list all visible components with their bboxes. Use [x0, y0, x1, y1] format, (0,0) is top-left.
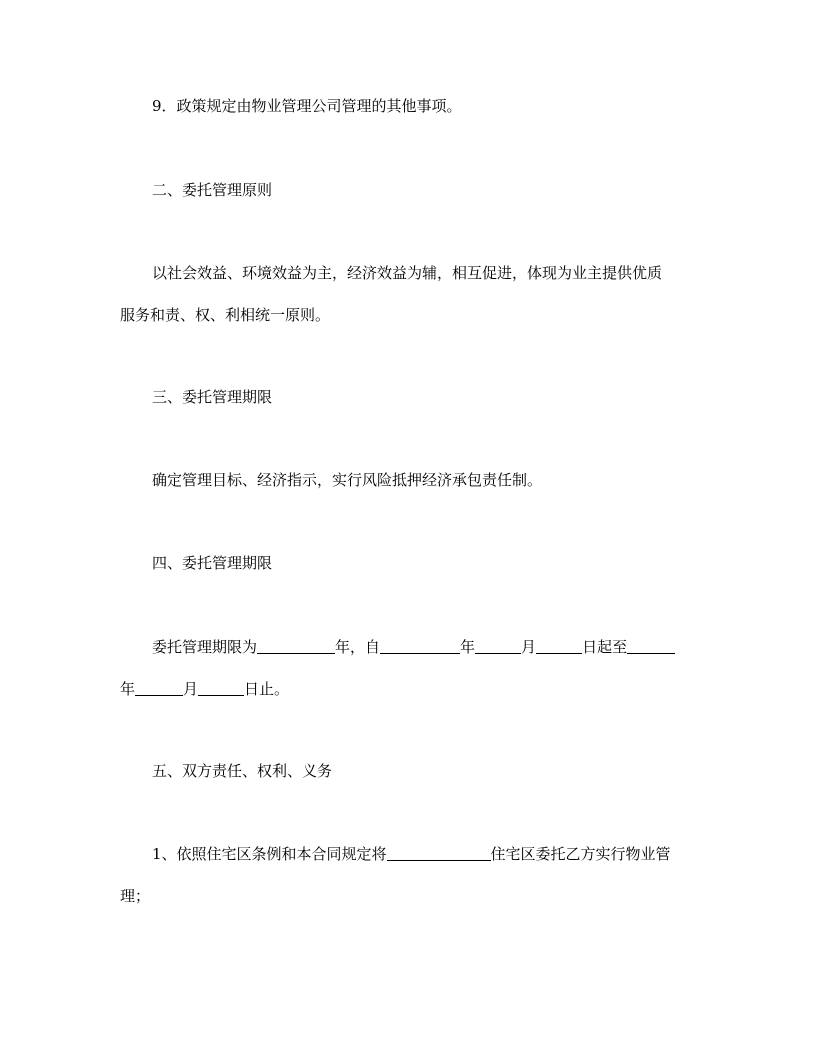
end-month-blank[interactable]: [135, 679, 183, 696]
start-day-label: 日起至: [582, 638, 628, 656]
residential-area-blank[interactable]: [387, 844, 491, 861]
end-day-blank[interactable]: [198, 679, 244, 696]
section-2-heading-text: 二、委托管理原则: [152, 181, 273, 199]
term-years-from-label: 年，自: [335, 638, 381, 656]
start-year-blank[interactable]: [380, 637, 460, 654]
end-day-label: 日止。: [244, 680, 290, 698]
item-1-text-start: 1、依照住宅区条例和本合同规定将: [152, 845, 387, 863]
section-5-heading: [120, 747, 730, 795]
section-2-body-line-2-text: 服务和责、权、利相统一原则。: [120, 306, 331, 324]
section-3-body-text: 确定管理目标、经济指示，实行风险抵押经济承包责任制。: [152, 471, 543, 489]
section-5-heading-text: 五、双方责任、权利、义务: [152, 762, 333, 780]
item-1-text-end: 住宅区委托乙方实行物业管: [490, 845, 671, 863]
term-years-blank[interactable]: [257, 637, 335, 654]
section-2-heading: [120, 166, 730, 214]
section-2-body-line-2: [120, 291, 698, 339]
end-year-blank[interactable]: [627, 637, 675, 654]
start-month-blank[interactable]: [475, 637, 521, 654]
start-month-label: 月: [521, 638, 537, 656]
section-5-item-1-line-2: [120, 872, 698, 920]
end-month-label: 月: [183, 680, 199, 698]
item-1-text-continued: 理；: [120, 887, 151, 905]
section-3-body: [120, 456, 730, 504]
term-label: 委托管理期限为: [152, 638, 258, 656]
start-year-label: 年: [460, 638, 476, 656]
section-3-heading-text: 三、委托管理期限: [152, 388, 273, 406]
end-year-label: 年: [120, 680, 136, 698]
item-9-text: 9．政策规定由物业管理公司管理的其他事项。: [152, 97, 462, 115]
section-4-term-line-1: [120, 623, 730, 671]
start-day-blank[interactable]: [536, 637, 582, 654]
section-2-body-line-1-text: 以社会效益、环境效益为主，经济效益为辅，相互促进，体现为业主提供优质: [152, 264, 663, 282]
section-3-heading: [120, 373, 730, 421]
section-4-heading-text: 四、委托管理期限: [152, 554, 273, 572]
section-4-term-line-2: [120, 665, 698, 713]
section-2-body-line-1: [120, 249, 730, 297]
section-5-item-1-line-1: [120, 830, 730, 878]
item-9: [120, 82, 730, 130]
section-4-heading: [120, 539, 730, 587]
